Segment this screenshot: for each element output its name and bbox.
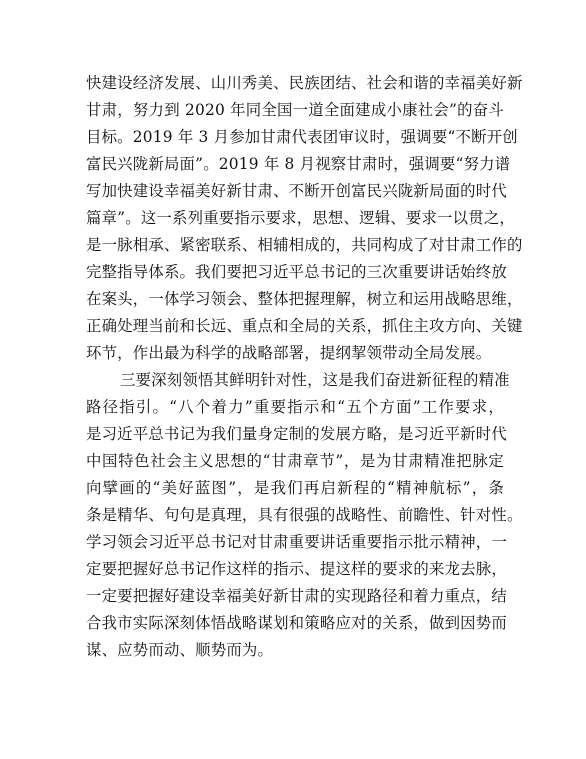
paragraph-2 bbox=[86, 367, 523, 664]
text-line: 是一脉相承、紧密联系、相辅相成的，共同构成了对甘肃工作的 bbox=[86, 236, 523, 254]
text-line: 完整指导体系。我们要把习近平总书记的三次重要讲话始终放 bbox=[86, 263, 507, 281]
text-line: 合我市实际深刻体悟战略谋划和策略应对的关系，做到因势而 bbox=[86, 614, 507, 632]
text-line: 篇章”。这一系列重要指示要求，思想、逻辑、要求一以贯之， bbox=[86, 209, 516, 227]
text-line: 定要把握好总书记作这样的指示、提这样的要求的来龙去脉， bbox=[86, 560, 507, 578]
text-line: 写加快建设幸福美好新甘肃、不断开创富民兴陇新局面的时代 bbox=[86, 182, 507, 200]
text-line: 条是精华、句句是真理，具有很强的战略性、前瞻性、针对性。 bbox=[86, 506, 523, 524]
text-line: 向擘画的“美好蓝图”，是我们再启新程的“精神航标”，条 bbox=[86, 479, 504, 497]
text-line: 目标。2019 年 3 月参加甘肃代表团审议时，强调要“不断开创 bbox=[86, 128, 518, 146]
text-line: 甘肃，努力到 2020 年同全国一道全面建成小康社会”的奋斗 bbox=[86, 101, 504, 119]
text-line: 在案头，一体学习领会、整体把握理解，树立和运用战略思维， bbox=[86, 290, 523, 308]
text-line: 路径指引。“八个着力”重要指示和“五个方面”工作要求， bbox=[86, 398, 504, 416]
text-line: 谋、应势而动、顺势而为。 bbox=[86, 641, 274, 659]
text-line: 中国特色社会主义思想的“甘肃章节”，是为甘肃精准把脉定 bbox=[86, 452, 504, 470]
text-line: 学习领会习近平总书记对甘肃重要讲话重要指示批示精神，一 bbox=[86, 533, 507, 551]
text-line: 富民兴陇新局面”。2019 年 8 月视察甘肃时，强调要“努力谱 bbox=[86, 155, 511, 173]
paragraph-1 bbox=[86, 70, 523, 367]
text-line: 环节，作出最为科学的战略部署，提纲挈领带动全局发展。 bbox=[86, 344, 492, 362]
text-line: 是习近平总书记为我们量身定制的发展方略，是习近平新时代 bbox=[86, 425, 507, 443]
text-line: 快建设经济发展、山川秀美、民族团结、社会和谐的幸福美好新 bbox=[86, 74, 523, 92]
text-line: 一定要把握好建设幸福美好新甘肃的实现路径和着力重点，结 bbox=[86, 587, 507, 605]
text-line: 正确处理当前和长远、重点和全局的关系，抓住主攻方向、关键 bbox=[86, 317, 523, 335]
text-line: 三要深刻领悟其鲜明针对性，这是我们奋进新征程的精准 bbox=[120, 371, 510, 389]
